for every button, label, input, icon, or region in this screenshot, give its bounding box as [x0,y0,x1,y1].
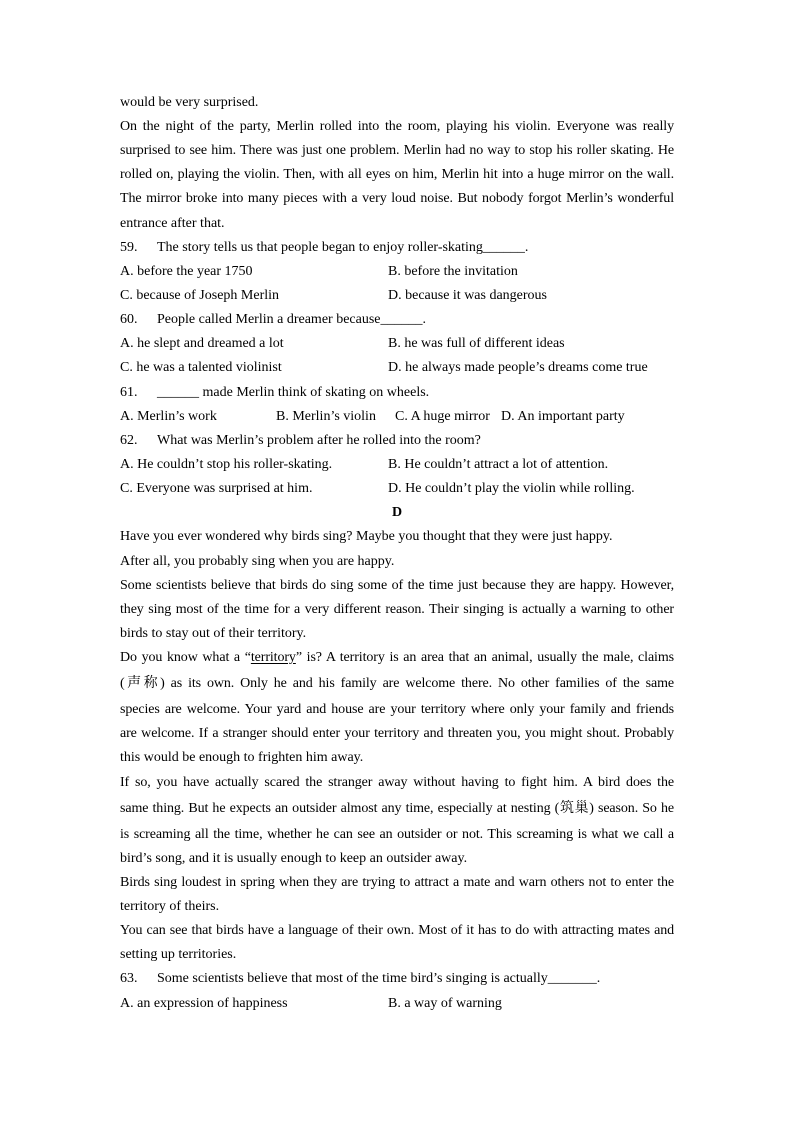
paragraph-line: species are welcome. Your yard and house are your territory where only your family and friends [120,702,674,718]
paragraph-line: territory of theirs. [120,898,220,914]
paragraph [120,646,674,770]
option-a: A. an expression of happiness [120,995,288,1011]
paragraph [120,771,674,871]
options-row [120,477,674,501]
options-row [120,992,674,1016]
question-line [120,381,674,405]
line-text: ” is? A territory is an area that an animal, usually the male, claims [295,650,674,666]
option-a: A. before the year 1750 [120,263,253,279]
paragraph-line: bird’s song, and it is usually enough to keep an outsider away. [120,850,468,866]
carryover-line: would be very surprised. [120,94,259,110]
option-a: A. he slept and dreamed a lot [120,336,284,352]
question-stem: Some scientists believe that most of the time bird’s singing is actually_______. [157,971,601,987]
options-row [120,260,674,284]
option-b: B. a way of warning [388,995,502,1011]
question-number: 61. [120,384,138,400]
options-row [120,332,674,356]
paragraph-line [120,646,674,670]
question-number: 59. [120,239,138,255]
paragraph-line: The mirror broke into many pieces with a very loud noise. But nobody forgot Merlin’s wonderful [120,191,674,207]
question-60 [120,308,674,380]
question-stem: ______ made Merlin think of skating on wheels. [157,384,430,400]
paragraph [120,574,674,646]
question-number: 62. [120,432,138,448]
paragraph [120,550,674,574]
paragraph [120,525,674,549]
question-62 [120,429,674,501]
option-b: B. before the invitation [388,263,518,279]
paragraph-line: rolled on, playing the violin. Then, with all eyes on him, Merlin hit into a huge mirror on the wall. [120,167,674,183]
option-d: D. He couldn’t play the violin while rolling. [388,481,635,497]
question-number: 60. [120,312,138,328]
option-c: C. Everyone was surprised at him. [120,481,313,497]
option-c: C. he was a talented violinist [120,360,282,376]
question-number: 63. [120,971,138,987]
paragraph-line: are welcome. If a stranger should enter your territory and threaten you, you might shout. Probably [120,726,674,742]
option-c: C. because of Joseph Merlin [120,288,280,304]
paragraph [120,919,674,967]
line-text: Do you know what a “ [120,650,251,666]
question-line [120,308,674,332]
underlined-term: territory [250,650,296,666]
paragraph-line: entrance after that. [120,215,225,231]
paragraph-line: Some scientists believe that birds do sing some of the time just because they are happy. However, [120,577,674,593]
option-b: B. He couldn’t attract a lot of attention. [388,457,609,472]
paragraph-line: same thing. But he expects an outsider almost any time, especially at nesting (筑巢) season. So he [120,800,674,816]
question-line [120,429,674,453]
paragraph-line: (声称) as its own. Only he and his family are welcome there. No other families of the same [120,676,674,692]
paragraph-line: is screaming all the time, whether he can see an outsider or not. This screaming is what we call a [120,826,674,842]
question-line [120,967,674,991]
paragraph-line: You can see that birds have a language of their own. Most of it has to do with attracting mates and [120,923,674,939]
question-63 [120,967,674,1015]
options-row [120,453,674,477]
question-61 [120,381,674,429]
option-d: D. An important party [501,408,625,424]
option-a: A. Merlin’s work [120,408,217,424]
options-row [120,356,674,380]
passage-d [120,501,674,1015]
paragraph-line: If so, you have actually scared the stranger away without having to fight him. A bird does the [120,774,674,790]
paragraph-line: surprised to see him. There was just one problem. Merlin had no way to stop his roller skating. He [120,143,674,159]
options-row [120,284,674,308]
option-d: D. because it was dangerous [388,288,548,304]
option-d: D. he always made people’s dreams come true [388,360,648,376]
option-b: B. Merlin’s violin [276,408,376,424]
exam-page-content [120,91,674,1016]
paragraph-line: they sing most of the time for a very different reason. Their singing is actually a warning to other [120,601,674,617]
paragraph-line: Have you ever wondered why birds sing? Maybe you thought that they were just happy. [120,529,613,545]
passage-c [120,91,674,501]
paragraph-line: After all, you probably sing when you are happy. [120,553,395,569]
paragraph-line: setting up territories. [120,947,237,963]
question-59 [120,236,674,308]
paragraph [120,871,674,919]
question-stem: The story tells us that people began to enjoy roller-skating______. [157,239,529,255]
passage-heading: D [391,505,403,521]
question-stem: People called Merlin a dreamer because______. [157,312,427,328]
question-line [120,236,674,260]
paragraph-line: Birds sing loudest in spring when they are trying to attract a mate and warn others not to enter the [120,874,674,890]
paragraph-line: birds to stay out of their territory. [120,625,307,641]
option-a: A. He couldn’t stop his roller-skating. [120,457,333,472]
option-b: B. he was full of different ideas [388,336,565,352]
paragraph [120,115,674,236]
paragraph-line: On the night of the party, Merlin rolled into the room, playing his violin. Everyone was really [120,119,674,135]
option-c: C. A huge mirror [395,408,490,424]
question-stem: What was Merlin’s problem after he rolled into the room? [157,432,481,448]
options-row [120,405,674,429]
paragraph-line: this would be enough to frighten him away. [120,750,364,766]
